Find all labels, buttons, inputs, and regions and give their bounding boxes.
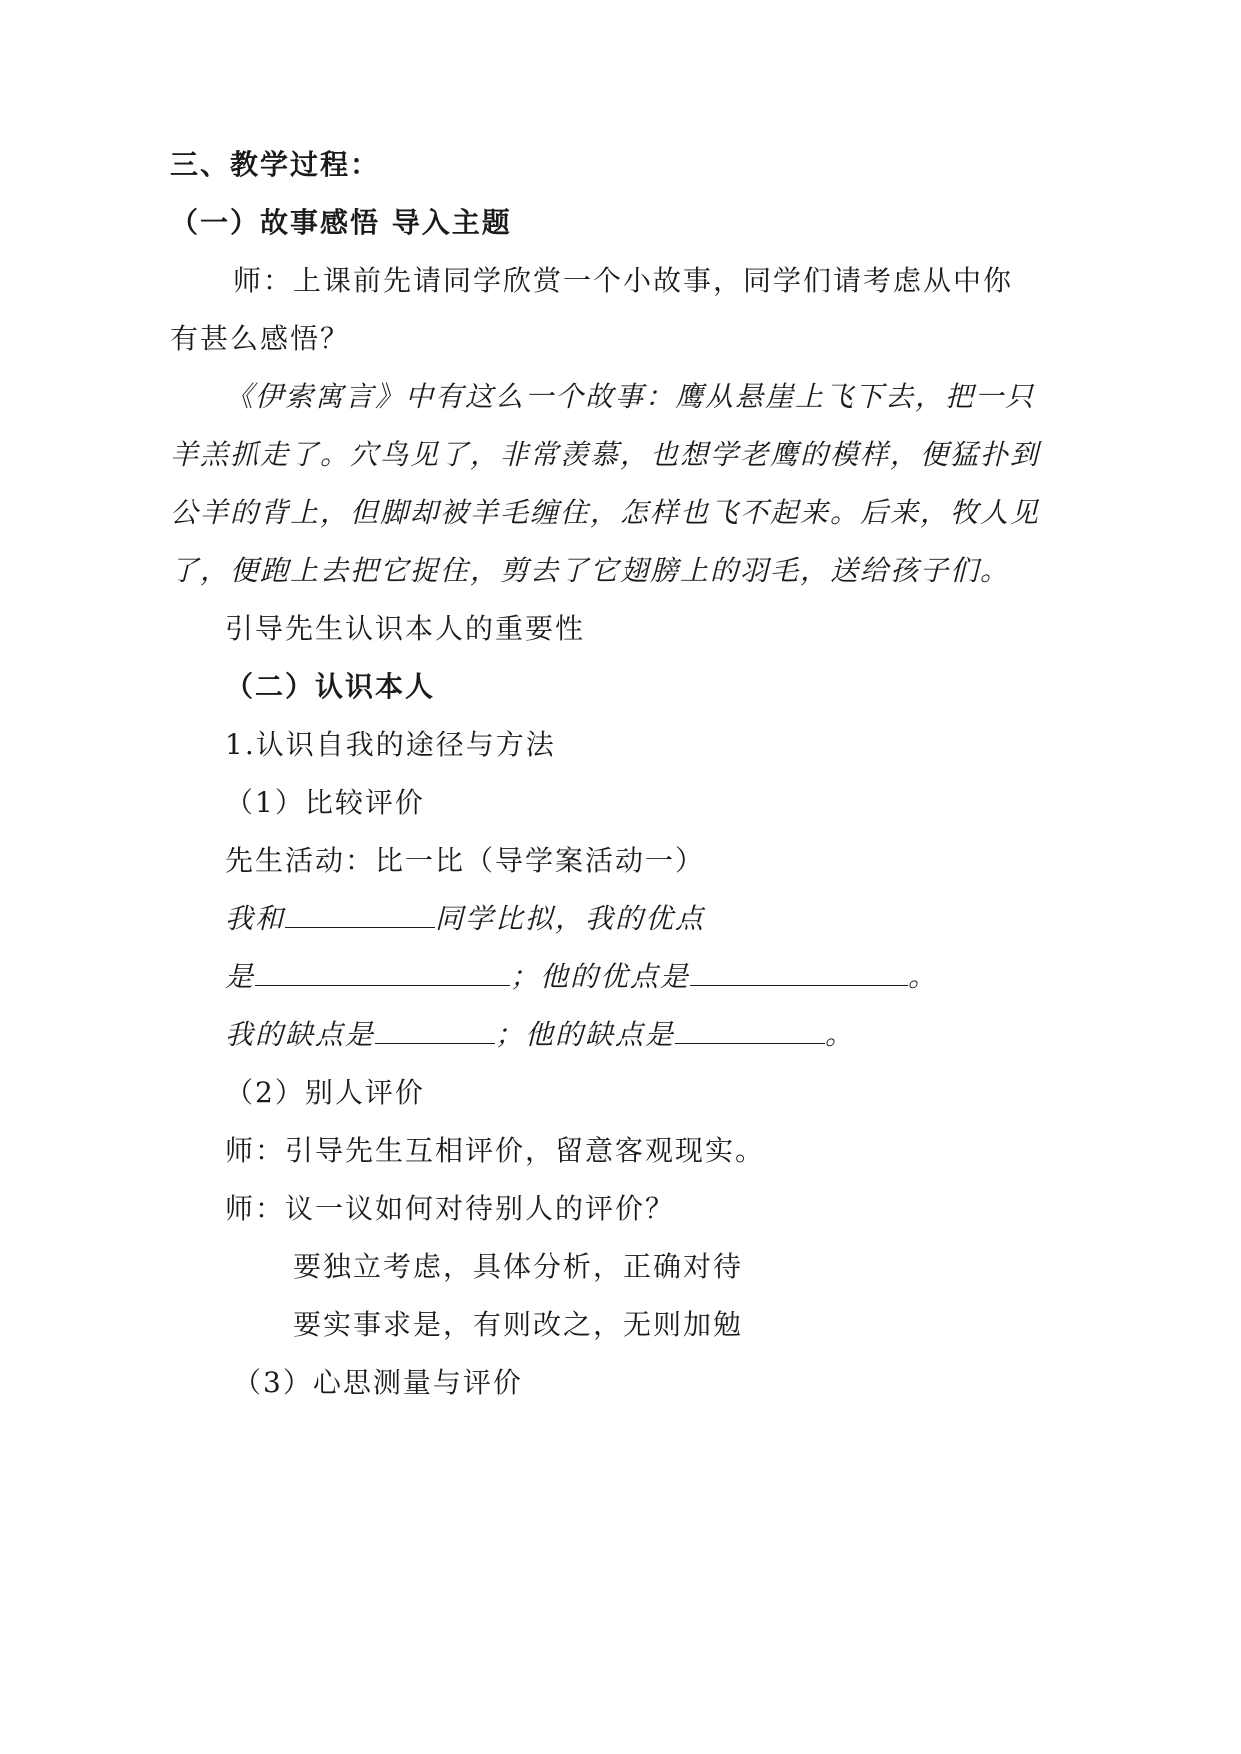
- item-methods: 1.认识自我的途径与方法: [225, 728, 556, 761]
- story-line-2: 羊羔抓走了。穴鸟见了，非常羡慕，也想学老鹰的模样，便猛扑到: [170, 438, 1041, 471]
- blank-my-strength[interactable]: [255, 957, 510, 986]
- sub-compare-evaluation: （1）比较评价: [225, 786, 425, 819]
- blank-his-weakness[interactable]: [675, 1015, 825, 1044]
- fill2-end: 。: [908, 960, 939, 993]
- fill3-prefix: 我的缺点是: [225, 1018, 376, 1051]
- guide-line: 引导先生认识本人的重要性: [225, 612, 586, 645]
- blank-classmate-name[interactable]: [285, 899, 435, 928]
- sub-others-evaluation: （2）别人评价: [225, 1076, 425, 1109]
- fill3-end: 。: [825, 1018, 856, 1051]
- teacher-intro-line2: 有甚么感悟？: [170, 322, 351, 355]
- fill-line-1: [225, 899, 705, 939]
- fill3-middle: ；他的缺点是: [495, 1018, 676, 1051]
- heading-teaching-process: 三、教学过程：: [170, 148, 381, 181]
- fill-line-2: [225, 957, 938, 997]
- student-activity: 先生活动：比一比（导学案活动一）: [225, 844, 706, 877]
- section-title-story: （一）故事感悟 导入主题: [170, 206, 512, 239]
- blank-my-weakness[interactable]: [375, 1015, 495, 1044]
- story-line-4: 了，便跑上去把它捉住，剪去了它翅膀上的羽毛，送给孩子们。: [170, 554, 1011, 587]
- teacher-discuss: 师：议一议如何对待别人的评价？: [225, 1192, 676, 1225]
- section-title-know-self: （二）认识本人: [225, 670, 436, 703]
- story-line-1: 《伊索寓言》中有这么一个故事：鹰从悬崖上飞下去，把一只: [225, 380, 1036, 413]
- sub-psych-measurement: （3）心思测量与评价: [233, 1366, 523, 1399]
- fill1-prefix: 我和: [225, 902, 286, 935]
- fill-line-3: [225, 1015, 855, 1055]
- teacher-intro-line1: 师：上课前先请同学欣赏一个小故事，同学们请考虑从中你: [233, 264, 1014, 297]
- fill2-middle: ；他的优点是: [510, 960, 691, 993]
- point-independent: 要独立考虑，具体分析，正确对待: [293, 1250, 744, 1283]
- fill1-suffix: 同学比拟，我的优点: [435, 902, 706, 935]
- story-line-3: 公羊的背上，但脚却被羊毛缠住，怎样也飞不起来。后来，牧人见: [170, 496, 1041, 529]
- point-realistic: 要实事求是，有则改之，无则加勉: [293, 1308, 744, 1341]
- blank-his-strength[interactable]: [690, 957, 908, 986]
- fill2-prefix: 是: [225, 960, 256, 993]
- teacher-guide-evaluate: 师：引导先生互相评价，留意客观现实。: [225, 1134, 766, 1167]
